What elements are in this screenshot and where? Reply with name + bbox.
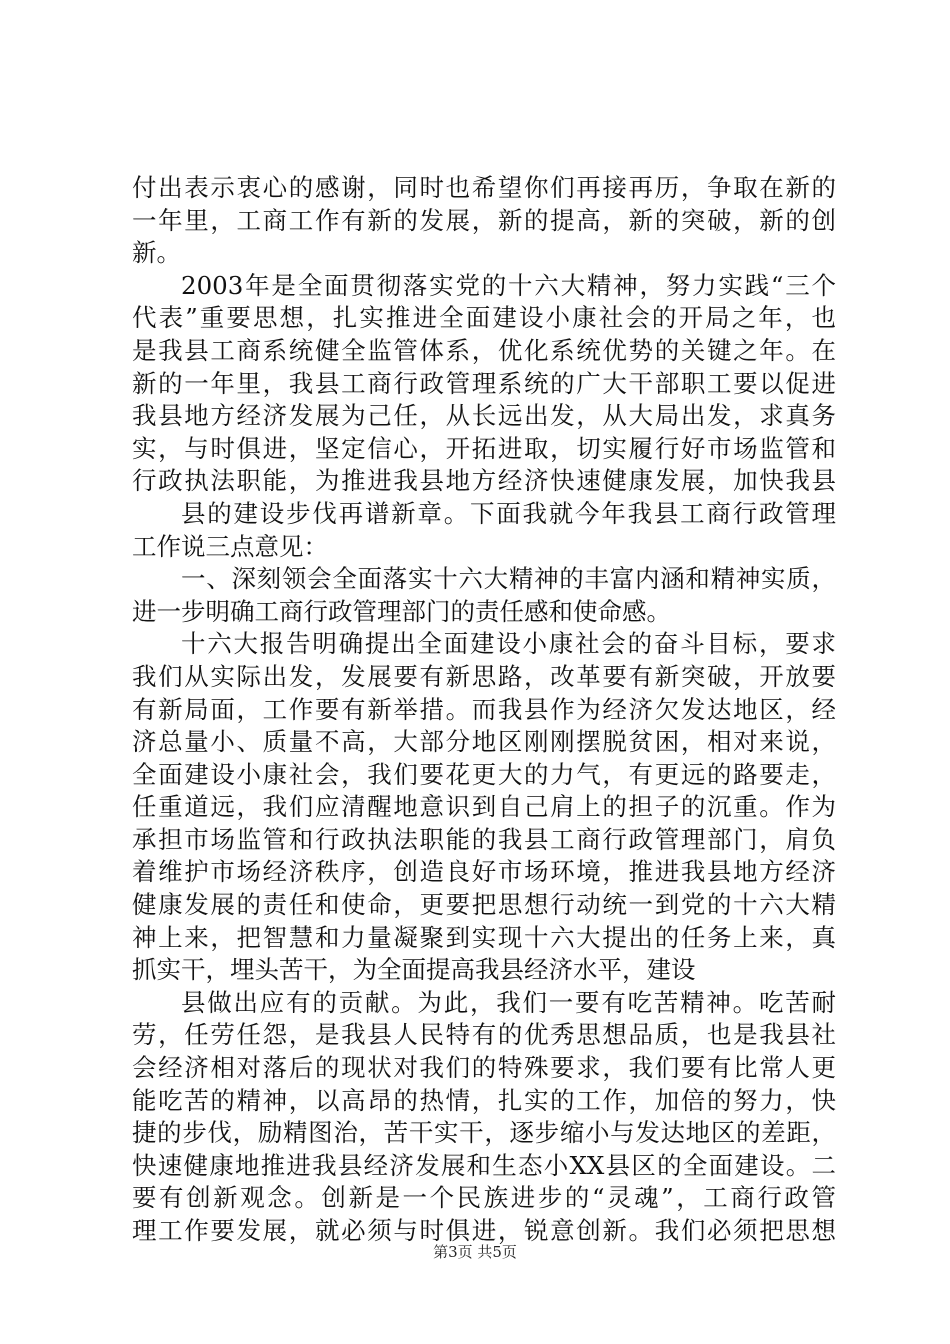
page-footer — [0, 1242, 950, 1262]
text-line: 2003年是全面贯彻落实党的十六大精神，努力实践“三个 — [181, 270, 836, 300]
text-line: 代表”重要思想，扎实推进全面建设小康社会的开局之年，也 — [132, 303, 836, 333]
text-line: 县的建设步伐再谱新章。下面我就今年我县工商行政管理 — [181, 498, 836, 528]
text-line: 劳，任劳任怨，是我县人民特有的优秀思想品质，也是我县社 — [132, 1020, 836, 1050]
text-line: 捷的步伐，励精图治，苦干实干，逐步缩小与发达地区的差距， — [132, 1118, 836, 1148]
text-line: 我县地方经济发展为己任，从长远出发，从大局出发，求真务 — [132, 401, 836, 431]
text-line: 实，与时俱进，坚定信心，开拓进取，切实履行好市场监管和 — [132, 433, 836, 463]
text-line: 要有创新观念。创新是一个民族进步的“灵魂”，工商行政管 — [132, 1183, 836, 1213]
text-line: 健康发展的责任和使命，更要把思想行动统一到党的十六大精 — [132, 890, 836, 920]
document-body — [132, 172, 836, 1248]
text-line: 神上来，把智慧和力量凝聚到实现十六大提出的任务上来，真 — [132, 922, 836, 952]
text-line: 理工作要发展，就必须与时俱进，锐意创新。我们必须把思想 — [132, 1216, 836, 1245]
text-line: 是我县工商系统健全监管体系，优化系统优势的关键之年。在 — [132, 335, 836, 365]
text-line: 新的一年里，我县工商行政管理系统的广大干部职工要以促进 — [132, 368, 836, 398]
text-line: 济总量小、质量不高，大部分地区刚刚摆脱贫困，相对来说， — [132, 727, 836, 757]
text-line: 着维护市场经济秩序，创造良好市场环境，推进我县地方经济 — [132, 857, 836, 887]
text-line: 有新局面，工作要有新举措。而我县作为经济欠发达地区，经 — [132, 694, 836, 724]
text-line: 会经济相对落后的现状对我们的特殊要求，我们要有比常人更 — [132, 1053, 836, 1083]
text-line: 付出表示衷心的感谢，同时也希望你们再接再历，争取在新的 — [132, 173, 836, 202]
text-line: 工作说三点意见： — [132, 531, 328, 561]
text-line: 新。 — [132, 238, 181, 268]
text-line: 全面建设小康社会，我们要花更大的力气，有更远的路要走， — [132, 759, 836, 789]
text-line: 承担市场监管和行政执法职能的我县工商行政管理部门，肩负 — [132, 824, 836, 854]
text-line: 行政执法职能，为推进我县地方经济快速健康发展，加快我县 — [132, 466, 836, 496]
text-line: 十六大报告明确提出全面建设小康社会的奋斗目标，要求 — [181, 629, 836, 659]
text-line: 进一步明确工商行政管理部门的责任感和使命感。 — [132, 596, 671, 626]
text-line: 我们从实际出发，发展要有新思路，改革要有新突破，开放要 — [132, 661, 836, 691]
text-line: 任重道远，我们应清醒地意识到自己肩上的担子的沉重。作为 — [132, 792, 836, 822]
text-line: 一、深刻领会全面落实十六大精神的丰富内涵和精神实质， — [181, 564, 836, 594]
text-line: 抓实干，埋头苦干，为全面提高我县经济水平，建设 — [132, 955, 696, 985]
text-line: 县做出应有的贡献。为此，我们一要有吃苦精神。吃苦耐 — [181, 987, 836, 1017]
text-line: 快速健康地推进我县经济发展和生态小XX县区的全面建设。二 — [132, 1150, 836, 1180]
text-line: 一年里，工商工作有新的发展，新的提高，新的突破，新的创 — [132, 205, 836, 235]
text-line: 能吃苦的精神，以高昂的热情，扎实的工作，加倍的努力，快 — [132, 1085, 836, 1115]
page-number: 第3页 共5页 — [433, 1243, 517, 1261]
